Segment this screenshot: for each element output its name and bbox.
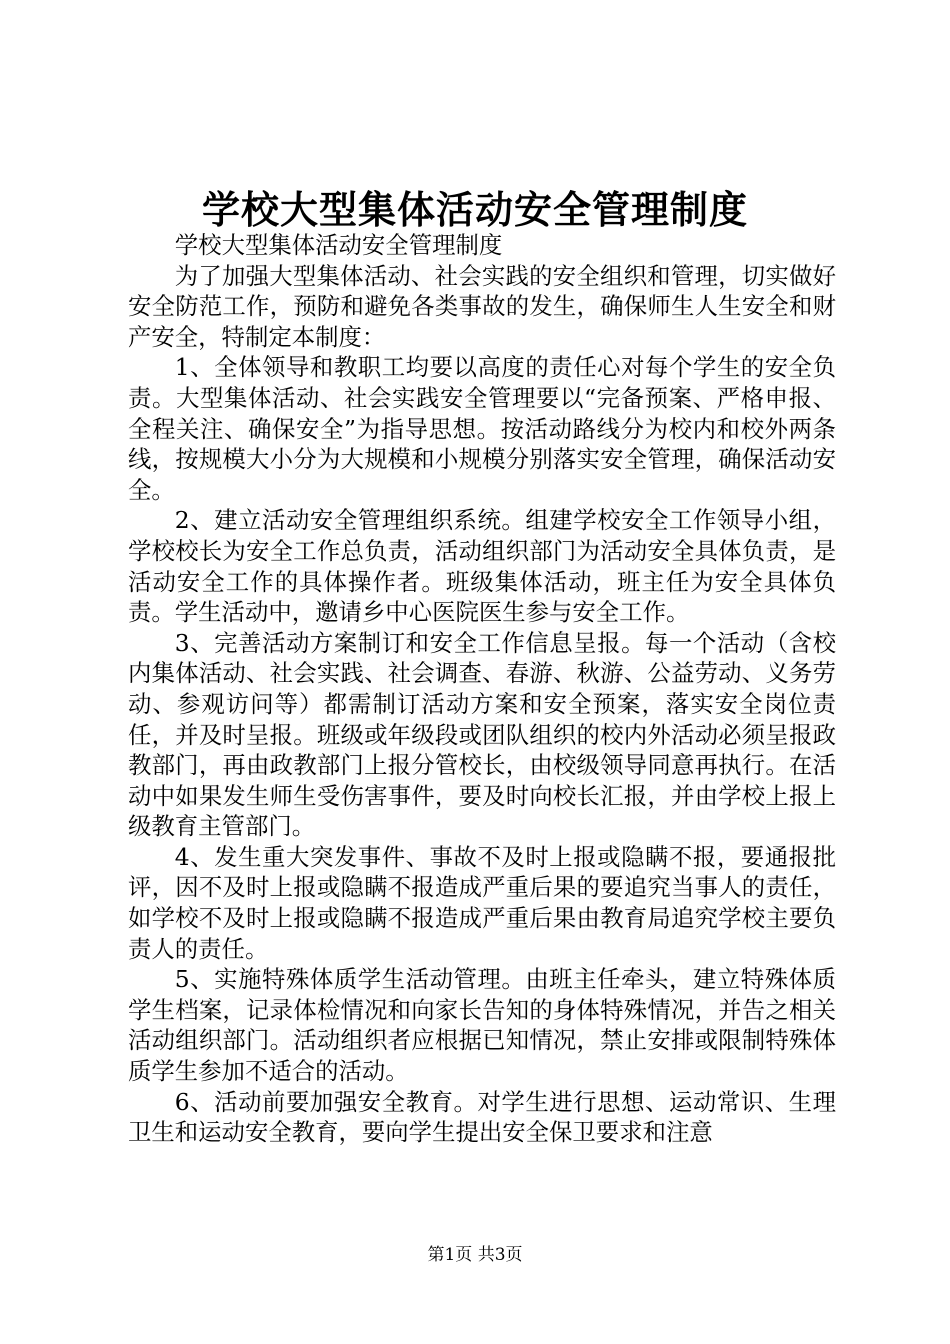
paragraph-item-4: 4、发生重大突发事件、事故不及时上报或隐瞒不报，要通报批评，因不及时上报或隐瞒不报造成严重后果的要追究当事人的责任，如学校不及时上报或隐瞒不报造成严重后果由教育局追究学校主要负责人的责任。 (128, 842, 836, 963)
paragraph-intro: 为了加强大型集体活动、社会实践的安全组织和管理，切实做好安全防范工作，预防和避免各类事故的发生，确保师生人生安全和财产安全，特制定本制度： (128, 261, 836, 351)
paragraph-item-2: 2、建立活动安全管理组织系统。组建学校安全工作领导小组，学校校长为安全工作总负责，活动组织部门为活动安全具体负责，是活动安全工作的具体操作者。班级集体活动，班主任为安全具体负责。学生活动中，邀请乡中心医院医生参与安全工作。 (128, 506, 836, 627)
paragraph-item-3: 3、完善活动方案制订和安全工作信息呈报。每一个活动（含校内集体活动、社会实践、社会调查、春游、秋游、公益劳动、义务劳动、参观访问等）都需制订活动方案和安全预案，落实安全岗位责任，并及时呈报。班级或年级段或团队组织的校内外活动必须呈报政教部门，再由政教部门上报分管校长，由校级领导同意再执行。在活动中如果发生师生受伤害事件，要及时向校长汇报，并由学校上报上级教育主管部门。 (128, 628, 836, 841)
paragraph-item-1: 1、全体领导和教职工均要以高度的责任心对每个学生的安全负责。大型集体活动、社会实践安全管理要以“完备预案、严格申报、全程关注、确保安全”为指导思想。按活动路线分为校内和校外两条线，按规模大小分为大规模和小规模分别落实安全管理，确保活动安全。 (128, 353, 836, 504)
document-title: 学校大型集体活动安全管理制度 (201, 187, 748, 232)
paragraph-item-6: 6、活动前要加强安全教育。对学生进行思想、运动常识、生理卫生和运动安全教育，要向学生提出安全保卫要求和注意 (128, 1087, 836, 1147)
document-body (128, 230, 836, 1148)
document-subtitle: 学校大型集体活动安全管理制度 (174, 231, 503, 259)
paragraph-item-5: 5、实施特殊体质学生活动管理。由班主任牵头，建立特殊体质学生档案，记录体检情况和向家长告知的身体特殊情况，并告之相关活动组织部门。活动组织者应根据已知情况，禁止安排或限制特殊体质学生参加不适合的活动。 (128, 965, 836, 1086)
page-number-footer: 第1页 共3页 (427, 1245, 523, 1265)
